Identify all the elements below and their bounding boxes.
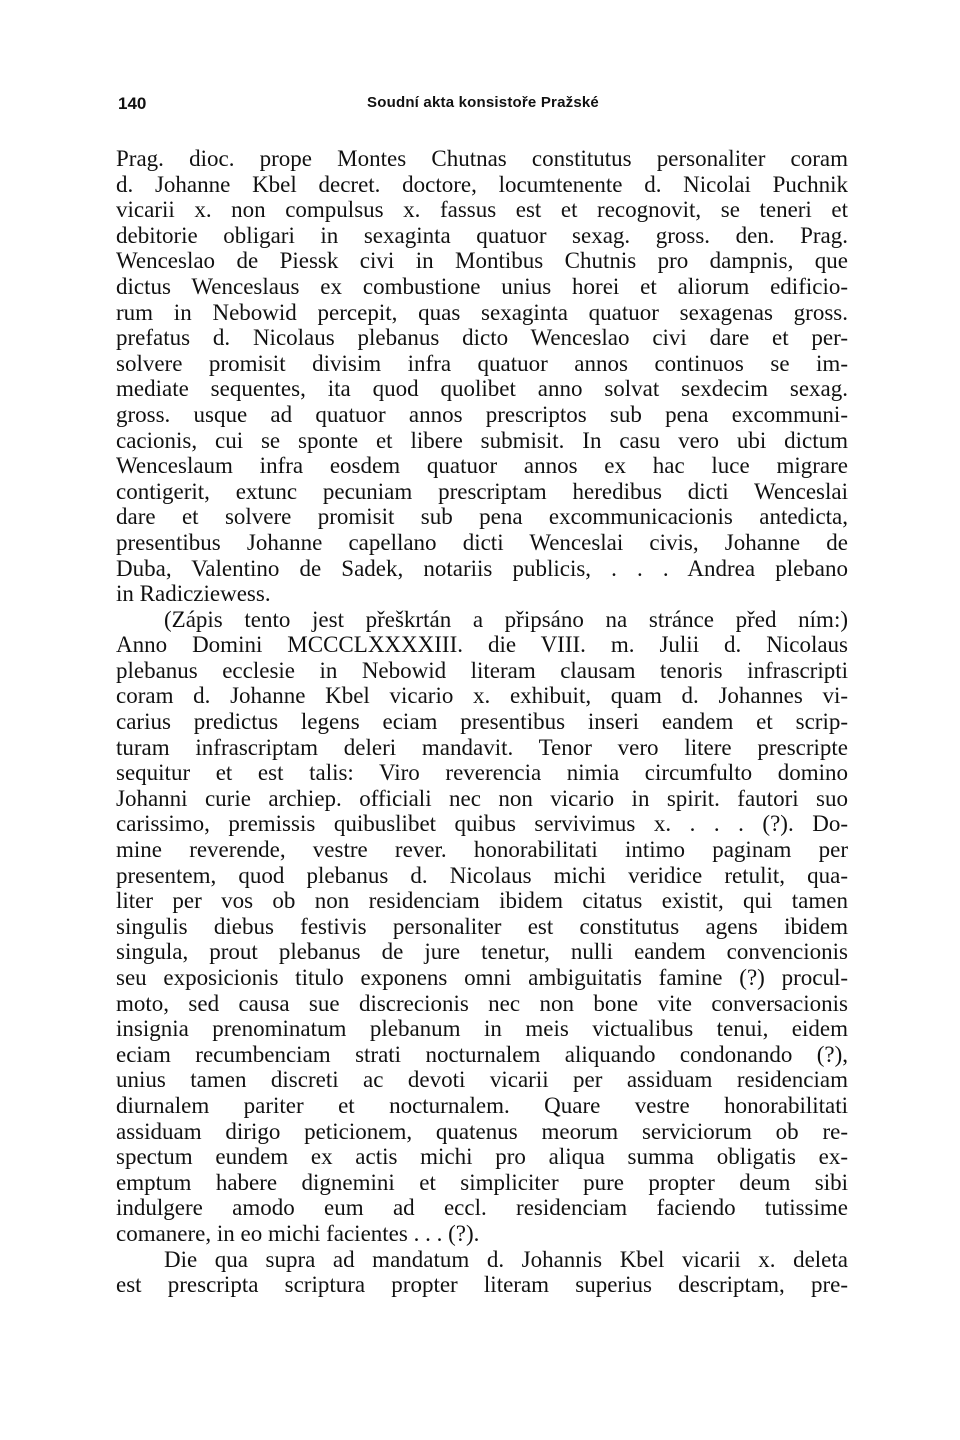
text-line: d. Johanne Kbel decret. doctore, locumtenente d. Nicolai Puchnik (116, 171, 848, 197)
text-line: solvere promisit divisim infra quatuor annos continuos se im- (116, 350, 848, 376)
text-line: seu exposicionis titulo exponens omni ambiguitatis famine (?) procul- (116, 965, 848, 990)
text-line: vicarii x. non compulsus x. fassus est et recognovit, se teneri et (116, 197, 848, 223)
text-line: Wenceslaum infra eosdem quatuor annos ex hac luce migrare (116, 453, 848, 479)
text-line: dare et solvere promisit sub pena excommunicacionis antedicta, (116, 504, 848, 530)
text-line: gross. usque ad quatuor annos prescriptos sub pena excommuni- (116, 401, 848, 427)
paragraph (116, 607, 848, 1247)
text-line: insignia prenominatum plebanum in meis victualibus tenui, eidem (116, 1016, 848, 1042)
text-line: assiduam dirigo peticionem, quatenus meorum serviciorum ob re- (116, 1118, 848, 1144)
page-number: 140 (118, 94, 147, 113)
text-line: eciam recumbenciam strati nocturnalem aliquando condonando (?), (116, 1041, 848, 1067)
text-line: Johanni curie archiep. officiali nec non vicario in spirit. fautori suo (116, 785, 848, 811)
text-line: indulgere amodo eum ad eccl. residenciam faciendo tutissime (116, 1195, 848, 1221)
text-line: (Zápis tento jest přeškrtán a připsáno na stránce před ním:) (164, 606, 848, 632)
text-line: Prag. dioc. prope Montes Chutnas constitutus personaliter coram (116, 146, 848, 171)
text-line: singulis diebus festivis personaliter est constitutus agens ibidem (116, 913, 848, 939)
text-line: contigerit, extunc pecuniam prescriptam heredibus dicti Wenceslai (116, 478, 848, 504)
text-line: mine reverende, vestre rever. honorabilitati intimo paginam per (116, 837, 848, 863)
text-line: moto, sed causa sue discrecionis nec non bone vite conversacionis (116, 990, 848, 1016)
text-line: in Radicziewess. (116, 581, 271, 607)
text-line: comanere, in eo michi facientes . . . (?). (116, 1220, 480, 1246)
text-line: plebanus ecclesie in Nebowid literam clausam tenoris infrascripti (116, 657, 848, 683)
text-line: dictus Wenceslaus ex combustione unius horei et aliorum edificio- (116, 273, 848, 299)
text-line: debitorie obligari in sexaginta quatuor sexag. gross. den. Prag. (116, 222, 848, 248)
text-line: emptum habere dignemini et simpliciter pure propter deum sibi (116, 1169, 848, 1195)
text-line: est prescripta scriptura propter literam superius descriptam, pre- (116, 1272, 848, 1298)
text-line: turam infrascriptam deleri mandavit. Tenor vero litere prescripte (116, 734, 848, 760)
text-line: liter per vos ob non residenciam ibidem citatus existit, qui tamen (116, 888, 848, 914)
text-line: carissimo, premissis quibuslibet quibus servivimus x. . . . (?). Do- (116, 811, 848, 837)
text-line: singula, prout plebanus de jure tenetur, nulli eandem convencionis (116, 939, 848, 965)
text-line: carius predictus legens eciam presentibus inseri eandem et scrip- (116, 709, 848, 735)
text-line: unius tamen discreti ac devoti vicarii per assiduam residenciam (116, 1067, 848, 1093)
text-line: mediate sequentes, ita quod quolibet anno solvat sexdecim sexag. (116, 376, 848, 402)
page-header (118, 94, 848, 118)
paragraph (116, 146, 848, 607)
text-line: Wenceslao de Piessk civi in Montibus Chutnis pro dampnis, que (116, 248, 848, 274)
text-line: Duba, Valentino de Sadek, notariis publicis, . . . Andrea plebano (116, 555, 848, 581)
text-line: sequitur et est talis: Viro reverencia nimia circumfulto domino (116, 760, 848, 786)
text-line: presentibus Johanne capellano dicti Wenceslai civis, Johanne de (116, 529, 848, 555)
text-line: rum in Nebowid percepit, quas sexaginta quatuor sexagenas gross. (116, 299, 848, 325)
text-line: Anno Domini MCCCLXXXXIII. die VIII. m. Julii d. Nicolaus (116, 632, 848, 658)
body-text (116, 146, 848, 1298)
text-line: Die qua supra ad mandatum d. Johannis Kbel vicarii x. deleta (164, 1246, 848, 1272)
text-line: presentem, quod plebanus d. Nicolaus michi veridice retulit, qua- (116, 862, 848, 888)
paragraph (116, 1247, 848, 1298)
text-line: prefatus d. Nicolaus plebanus dicto Wenceslao civi dare et per- (116, 325, 848, 351)
running-title: Soudní akta konsistoře Pražské (367, 94, 599, 111)
text-line: spectum eundem ex actis michi pro aliqua summa obligatis ex- (116, 1144, 848, 1170)
text-line: cacionis, cui se sponte et libere submisit. In casu vero ubi dictum (116, 427, 848, 453)
text-line: diurnalem pariter et nocturnalem. Quare vestre honorabilitati (116, 1092, 848, 1118)
text-line: coram d. Johanne Kbel vicario x. exhibuit, quam d. Johannes vi- (116, 683, 848, 709)
